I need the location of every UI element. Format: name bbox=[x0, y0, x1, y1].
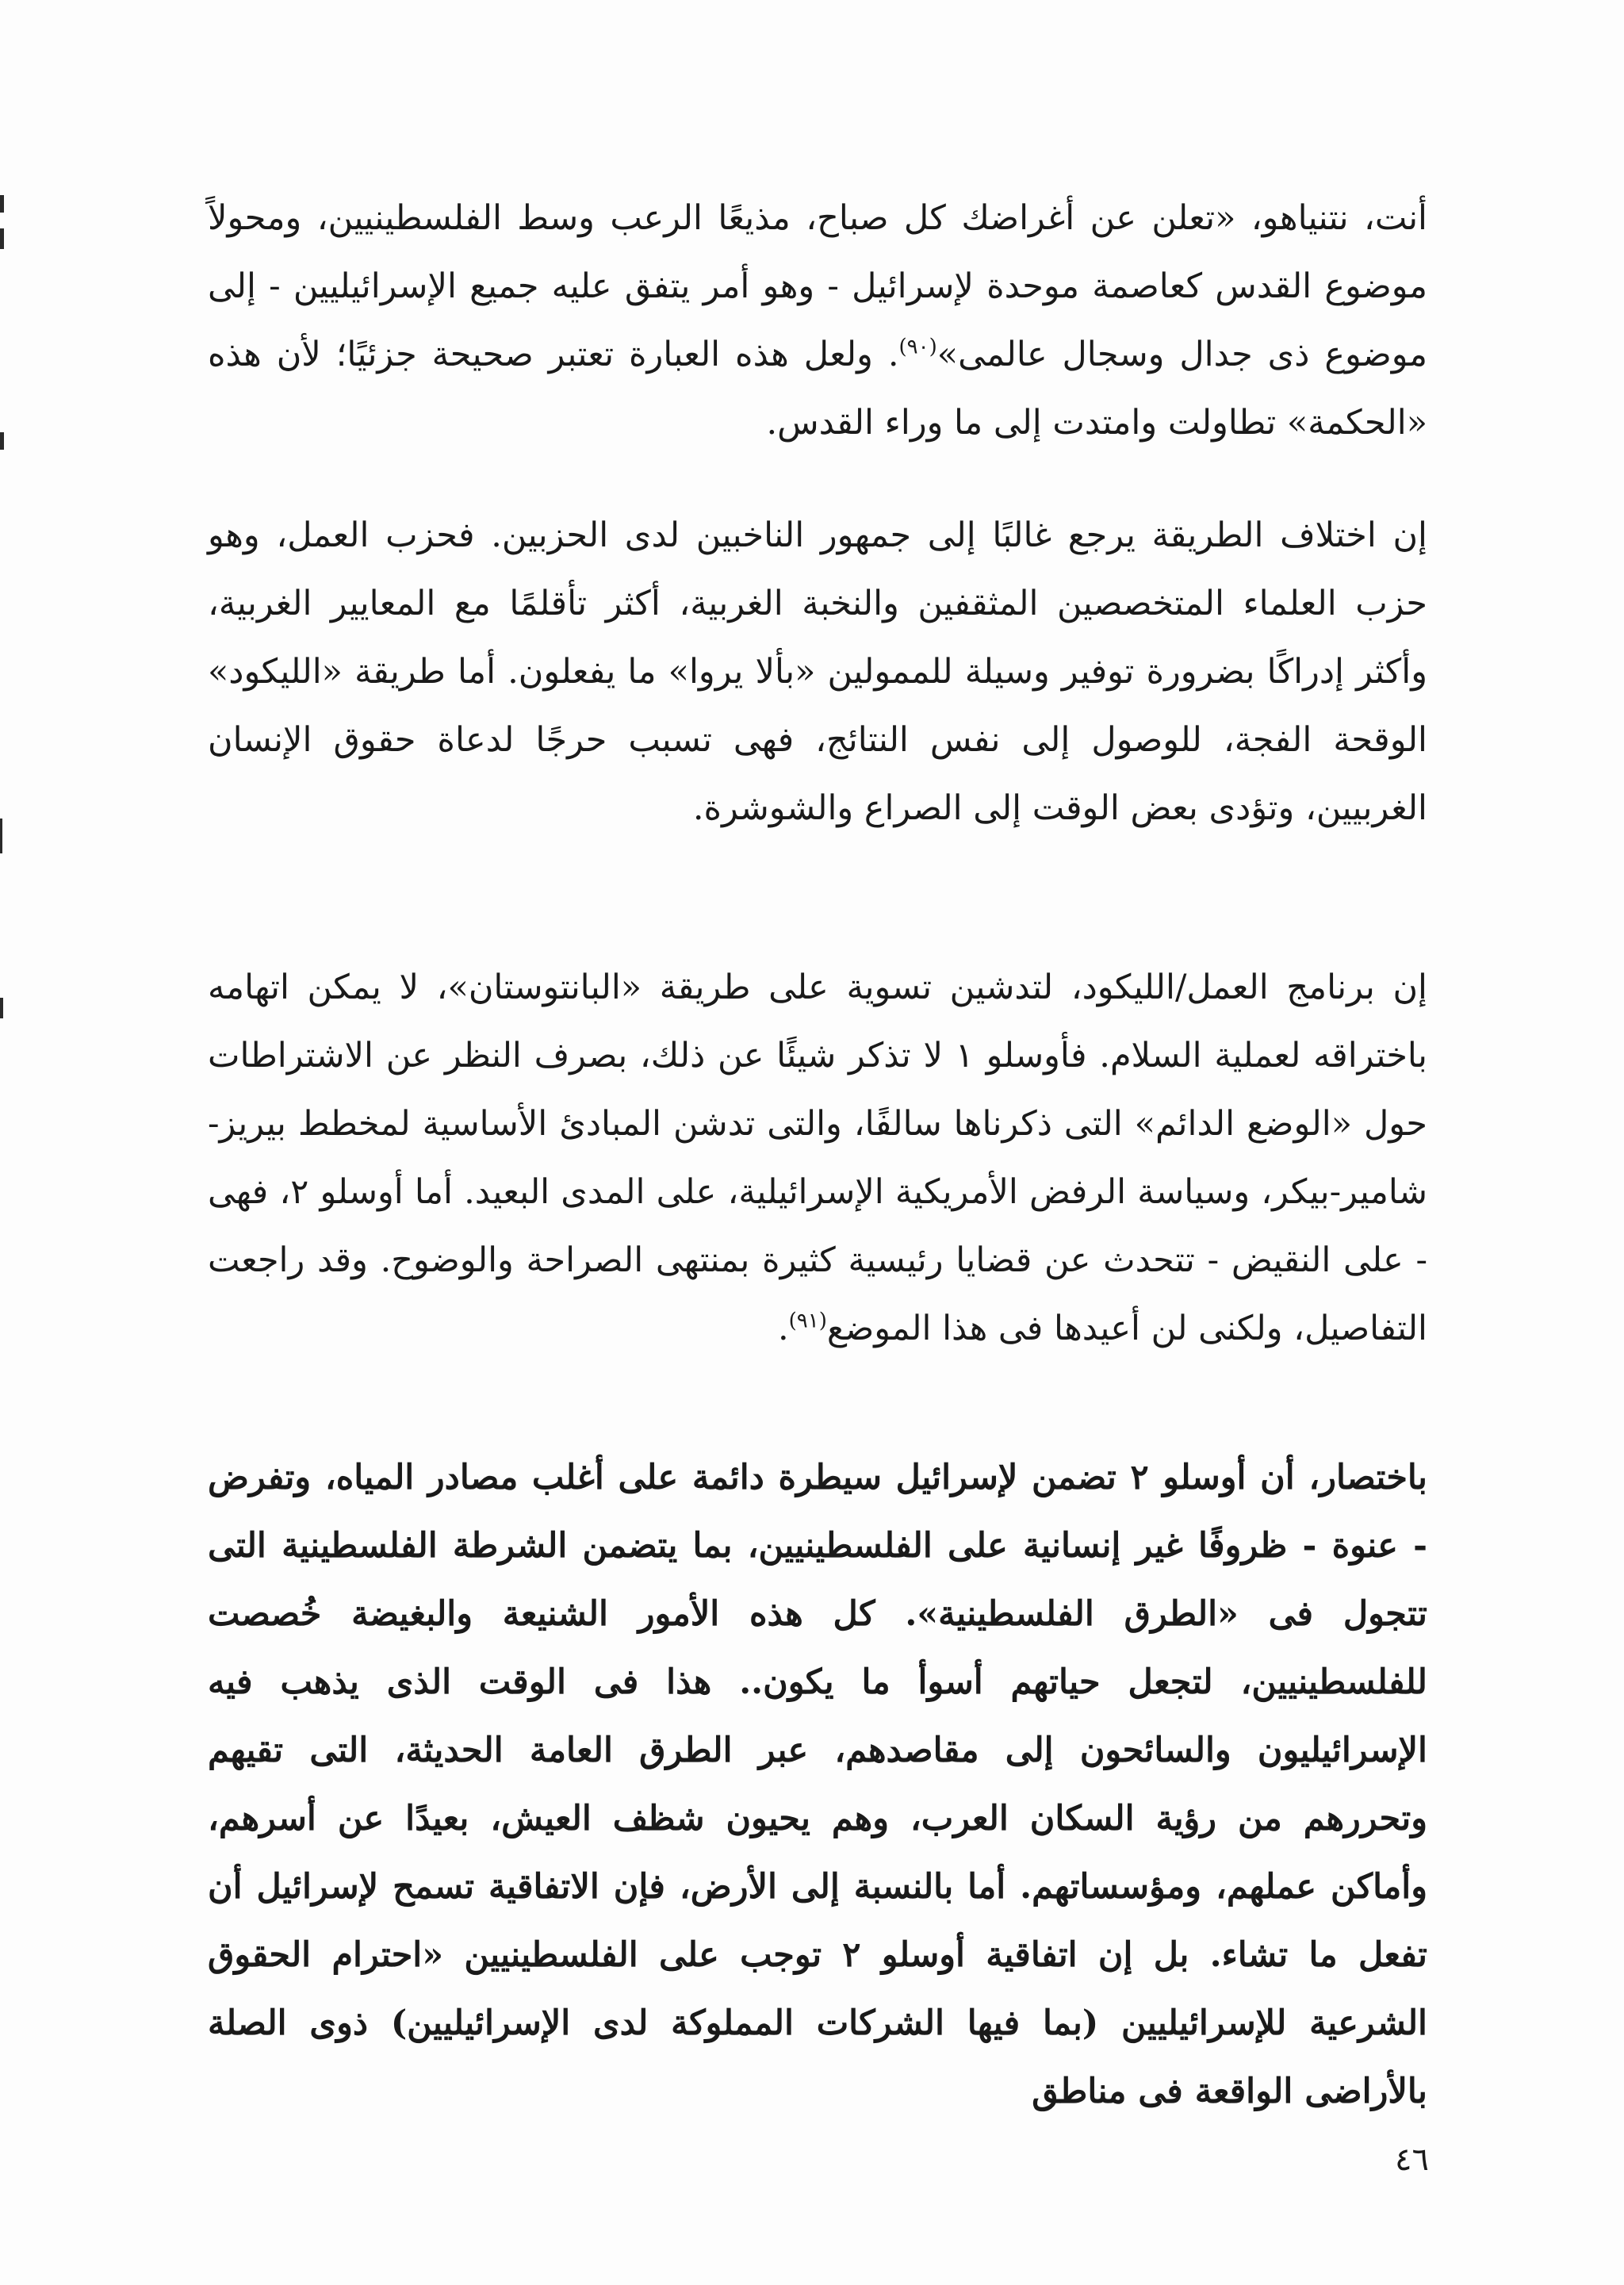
scan-edge-mark bbox=[0, 998, 3, 1018]
paragraph-1-tail: . ولعل هذه العبارة تعتبر صحيحة جزئيًا؛ لأن هذه «الحكمة» تطاولت وامتدت إلى ما وراء القدس. bbox=[208, 335, 1427, 443]
footnote-ref-91[interactable]: (٩١) bbox=[788, 1309, 827, 1333]
paragraph-3-tail: . bbox=[777, 1309, 789, 1348]
paragraph-2: إن اختلاف الطريقة يرجع غالبًا إلى جمهور الناخبين لدى الحزبين. فحزب العمل، وهو حزب العلماء المتخصصين المثقفين والنخبة الغربية، أكثر تأقلمًا مع المعايير الغربية، وأكثر إدراكًا بضرورة توفير وسيلة للممولين «بألا يروا» ما يفعلون. أما طريقة «الليكود» الوقحة الفجة، للوصول إلى نفس النتائج، فهى تسبب حرجًا لدعاة حقوق الإنسان الغربيين، وتؤدى بعض الوقت إلى الصراع والشوشرة. bbox=[208, 516, 1427, 828]
paragraph-3-text: إن برنامج العمل/الليكود، لتدشين تسوية على طريقة «البانتوستان»، لا يمكن اتهامه باختراقه لعملية السلام. فأوسلو ١ لا تذكر شيئًا عن ذلك، بصرف النظر عن الاشتراطات حول «الوضع الدائم» التى ذكرناها سالفًا، والتى تدشن المبادئ الأساسية لمخطط بيريز-شامير-بيكر، وسياسة الرفض الأمريكية الإسرائيلية، على المدى البعيد. أما أوسلو ٢، فهى - على النقيض - تتحدث عن قضايا رئيسية كثيرة بمنتهى الصراحة والوضوح. وقد راجعت التفاصيل، ولكنى لن أعيدها فى هذا الموضع bbox=[208, 968, 1428, 1348]
paragraph-4-bold: باختصار، أن أوسلو ٢ تضمن لإسرائيل سيطرة دائمة على أغلب مصادر المياه، وتفرض - عنوة - ظروفًا غير إنسانية على الفلسطينيين، بما يتضمن الشرطة الفلسطينية التى تتجول فى «الطرق الفلسطينية». كل هذه الأمور الشنيعة والبغيضة خُصصت للفلسطينيين، لتجعل حياتهم أسوأ ما يكون.. هذا فى الوقت الذى يذهب فيه الإسرائيليون والسائحون إلى مقاصدهم، عبر الطرق العامة الحديثة، التى تقيهم وتحررهم من رؤية السكان العرب، وهم يحيون شظف العيش، بعيدًا عن أسرهم، وأماكن عملهم، ومؤسساتهم. أما بالنسبة إلى الأرض، فإن الاتفاقية تسمح لإسرائيل أن تفعل ما تشاء. بل إن اتفاقية أوسلو ٢ توجب على الفلسطينيين «احترام الحقوق الشرعية للإسرائيليين (بما فيها الشركات المملوكة لدى الإسرائيليين) ذوى الصلة بالأراضى الواقعة فى مناطق bbox=[208, 1458, 1427, 2111]
scan-edge-mark bbox=[0, 432, 4, 450]
scan-edge-mark bbox=[0, 195, 4, 213]
footnote-ref-90[interactable]: (٩٠) bbox=[898, 335, 937, 359]
page-number: ٤٦ bbox=[1395, 2141, 1429, 2178]
paragraph-1-text: أنت، نتنياهو، «تعلن عن أغراضك كل صباح، مذيعًا الرعب وسط الفلسطينيين، ومحولاً موضوع القدس كعاصمة موحدة لإسرائيل - وهو أمر يتفق عليه جميع الإسرائيليين - إلى موضوع ذى جدال وسجال عالمى» bbox=[208, 198, 1427, 374]
paragraph-1 bbox=[208, 184, 1427, 457]
scan-edge-mark bbox=[0, 819, 2, 853]
paragraph-3 bbox=[208, 953, 1427, 1363]
scan-edge-mark bbox=[0, 228, 4, 249]
